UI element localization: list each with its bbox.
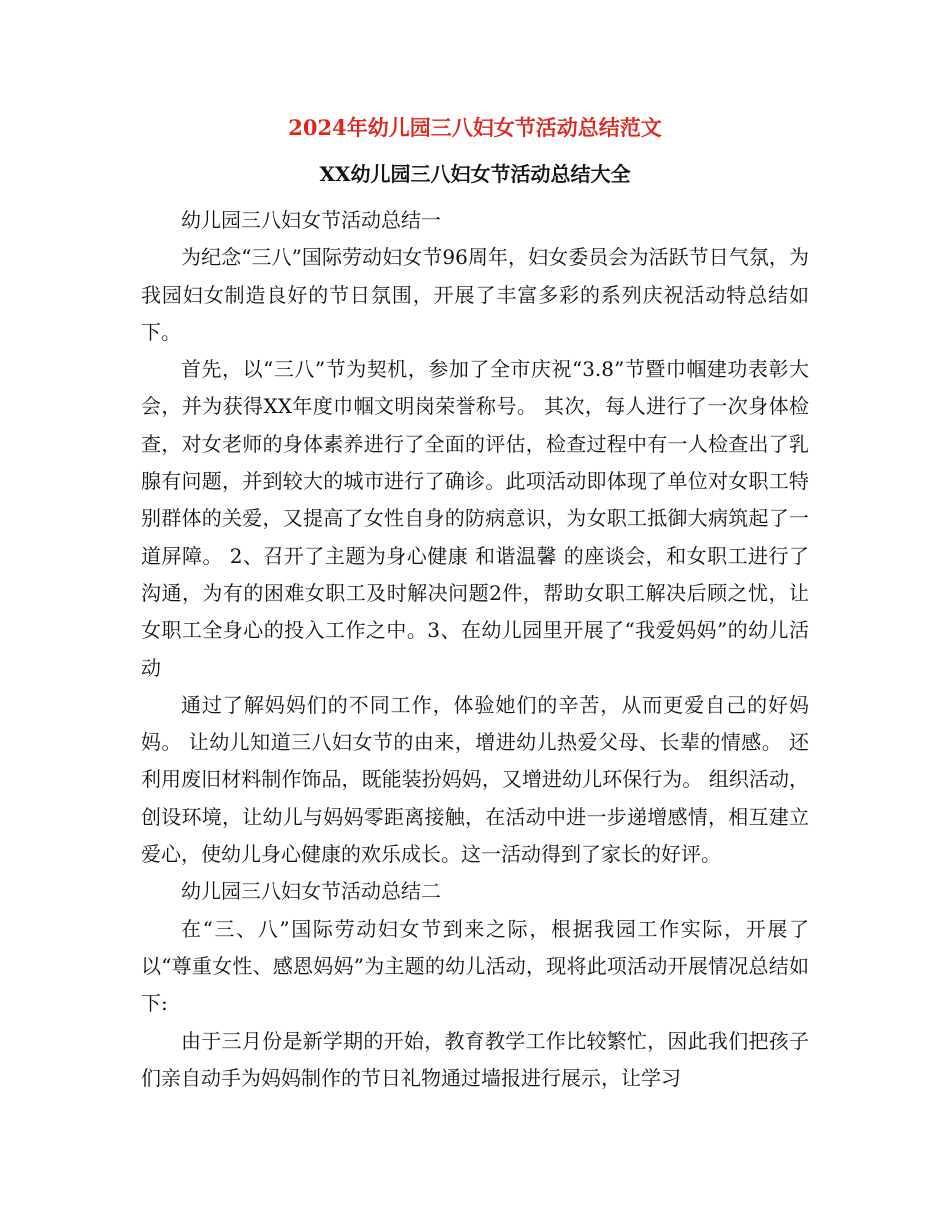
document-subtitle: XX幼儿园三八妇女节活动总结大全	[319, 162, 631, 186]
paragraph: 通过了解妈妈们的不同工作，体验她们的辛苦，从而更爱自己的好妈妈。 让幼儿知道三八妇女节的由来，增进幼儿热爱父母、长辈的情感。 还利用废旧材料制作饰品，既能装扮妈妈，又增进幼儿环保行为。 组织活动，创设环境，让幼儿与妈妈零距离接触，在活动中进一步递增感情，相互建立爱心，使幼儿身心健康的欢乐成长。这一活动得到了家长的好评。	[141, 692, 809, 867]
section-heading-2: 幼儿园三八妇女节活动总结二	[181, 879, 441, 904]
document-title: 2024年幼儿园三八妇女节活动总结范文	[288, 115, 662, 140]
document-body	[141, 202, 809, 1097]
paragraph: 为纪念“三八”国际劳动妇女节96周年，妇女委员会为活跃节日气氛，为我园妇女制造良好的节日氛围，开展了丰富多彩的系列庆祝活动特总结如下。	[141, 245, 809, 344]
paragraph: 首先，以“三八”节为契机，参加了全市庆祝“3.8”节暨巾帼建功表彰大会，并为获得XX年度巾帼文明岗荣誉称号。 其次，每人进行了一次身体检查，对女老师的身体素养进行了全面的评估，检查过程中有一人检查出了乳腺有问题，并到较大的城市进行了确诊。此项活动即体现了单位对女职工特别群体的关爱，又提高了女性自身的防病意识，为女职工抵御大病筑起了一道屏障。 2、召开了主题为身心健康 和谐温馨 的座谈会，和女职工进行了沟通，为有的困难女职工及时解决问题2件，帮助女职工解决后顾之忧，让女职工全身心的投入工作之中。3、在幼儿园里开展了“我爱妈妈”的幼儿活动	[141, 357, 809, 680]
section-heading-1: 幼儿园三八妇女节活动总结一	[181, 208, 441, 232]
paragraph: 由于三月份是新学期的开始，教育教学工作比较繁忙，因此我们把孩子们亲自动手为妈妈制作的节日礼物通过墙报进行展示，让学习	[141, 1028, 809, 1090]
paragraph: 在“三、八”国际劳动妇女节到来之际，根据我园工作实际，开展了以“尊重女性、感恩妈妈”为主题的幼儿活动，现将此项活动开展情况总结如下:	[141, 916, 809, 1016]
